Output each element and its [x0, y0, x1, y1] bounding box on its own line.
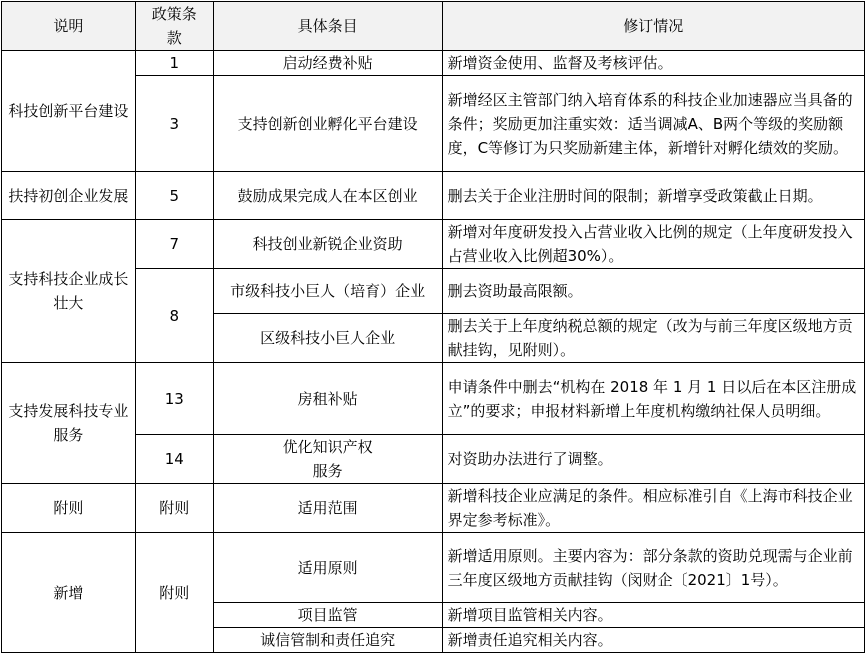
category-cell: 新增 — [2, 533, 136, 653]
table-row — [2, 363, 865, 435]
category-cell: 支持发展科技专业服务 — [2, 363, 136, 484]
revision-cell: 新增责任追究相关内容。 — [442, 628, 864, 653]
revision-cell: 删去关于企业注册时间的限制；新增享受政策截止日期。 — [442, 172, 864, 220]
clause-cell: 7 — [135, 220, 213, 269]
header-item: 具体条目 — [213, 2, 442, 51]
clause-cell: 1 — [135, 51, 213, 76]
item-cell: 适用范围 — [213, 484, 442, 533]
item-cell: 适用原则 — [213, 533, 442, 603]
item-cell: 科技创业新锐企业资助 — [213, 220, 442, 269]
item-cell: 支持创新创业孵化平台建设 — [213, 76, 442, 172]
clause-cell: 附则 — [135, 484, 213, 533]
clause-cell: 8 — [135, 269, 213, 363]
revision-cell: 删去资助最高限额。 — [442, 269, 864, 314]
header-description: 说明 — [2, 2, 136, 51]
revision-cell: 对资助办法进行了调整。 — [442, 435, 864, 484]
item-cell: 市级科技小巨人（培育）企业 — [213, 269, 442, 314]
table-row — [2, 533, 865, 603]
header-revision: 修订情况 — [442, 2, 864, 51]
table-row — [2, 220, 865, 269]
category-cell: 扶持初创企业发展 — [2, 172, 136, 220]
table-row — [2, 484, 865, 533]
revision-cell: 新增对年度研发投入占营业收入比例的规定（上年度研发投入占营业收入比例超30%）。 — [442, 220, 864, 269]
revision-cell: 新增经区主管部门纳入培育体系的科技企业加速器应当具备的条件；奖励更加注重实效：适当调减A、B两个等级的奖励额度，C等修订为只奖励新建主体，新增针对孵化绩效的奖励。 — [442, 76, 864, 172]
revision-cell: 申请条件中删去“机构在 2018 年 1 月 1 日以后在本区注册成立”的要求；申报材料新增上年度机构缴纳社保人员明细。 — [442, 363, 864, 435]
table-row — [2, 51, 865, 76]
item-cell: 房租补贴 — [213, 363, 442, 435]
header-clause: 政策条款 — [135, 2, 213, 51]
category-cell: 支持科技企业成长壮大 — [2, 220, 136, 363]
clause-cell: 14 — [135, 435, 213, 484]
item-cell: 优化知识产权服务 — [213, 435, 442, 484]
item-cell: 启动经费补贴 — [213, 51, 442, 76]
clause-cell: 附则 — [135, 533, 213, 653]
revision-cell: 新增科技企业应满足的条件。相应标准引自《上海市科技企业界定参考标准》。 — [442, 484, 864, 533]
item-cell: 项目监管 — [213, 603, 442, 628]
revision-cell: 新增项目监管相关内容。 — [442, 603, 864, 628]
revision-cell: 新增适用原则。主要内容为：部分条款的资助兑现需与企业前三年度区级地方贡献挂钩（闵财企〔2021〕1号）。 — [442, 533, 864, 603]
category-cell: 附则 — [2, 484, 136, 533]
policy-revision-table — [1, 1, 865, 653]
clause-cell: 5 — [135, 172, 213, 220]
item-cell: 诚信管制和责任追究 — [213, 628, 442, 653]
table-row — [2, 172, 865, 220]
clause-cell: 3 — [135, 76, 213, 172]
header-row — [2, 2, 865, 51]
revision-cell: 新增资金使用、监督及考核评估。 — [442, 51, 864, 76]
item-cell: 区级科技小巨人企业 — [213, 314, 442, 363]
category-cell: 科技创新平台建设 — [2, 51, 136, 172]
revision-cell: 删去关于上年度纳税总额的规定（改为与前三年度区级地方贡献挂钩，见附则）。 — [442, 314, 864, 363]
item-cell: 鼓励成果完成人在本区创业 — [213, 172, 442, 220]
clause-cell: 13 — [135, 363, 213, 435]
